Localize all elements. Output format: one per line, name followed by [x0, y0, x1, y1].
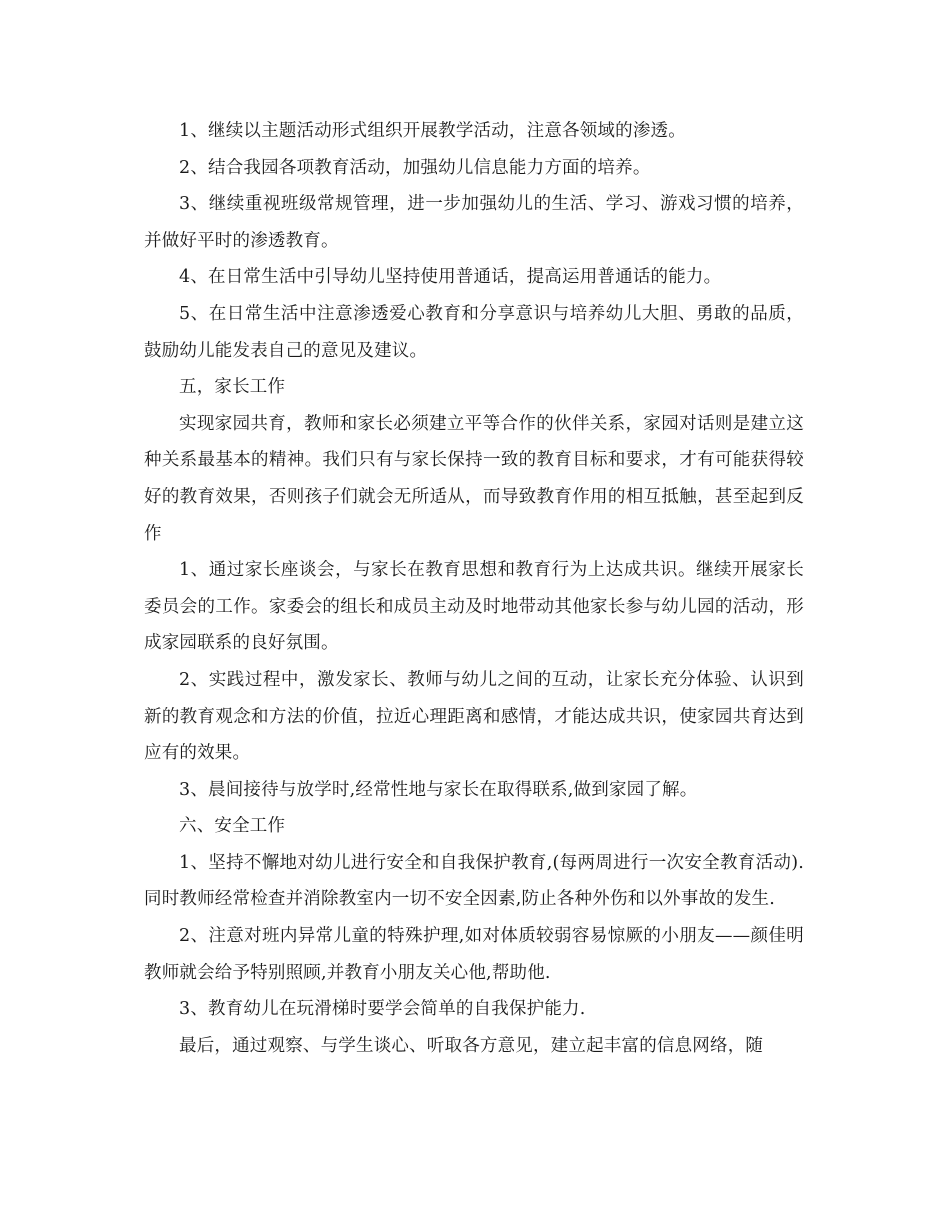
- paragraph-item-2: 2、结合我园各项教育活动，加强幼儿信息能力方面的培养。: [179, 157, 651, 178]
- paragraph-parents-intro: 实现家园共育，教师和家长必须建立平等合作的伙伴关系，家园对话则是建立这种关系最基本的精神。我们只有与家长保持一致的教育目标和要求，才有可能获得较好的教育效果，否则孩子们就会无所适从，而导致教育作用的相互抵触，甚至起到反作: [144, 413, 804, 544]
- document-body: [144, 113, 804, 1064]
- paragraph-parents-1: 1、通过家长座谈会，与家长在教育思想和教育行为上达成共识。继续开展家长委员会的工作。家委会的组长和成员主动及时地带动其他家长参与幼儿园的活动，形成家园联系的良好氛围。: [144, 560, 804, 654]
- paragraph-conclusion: 最后，通过观察、与学生谈心、听取各方意见，建立起丰富的信息网络，随: [179, 1035, 764, 1056]
- paragraph-item-4: 4、在日常生活中引导幼儿坚持使用普通话，提高运用普通话的能力。: [179, 267, 722, 288]
- paragraph-safety-2: 2、注意对班内异常儿童的特殊护理,如对体质较弱容易惊厥的小朋友——颜佳明教师就会给予特别照顾,并教育小朋友关心他,帮助他.: [144, 926, 804, 983]
- paragraph-item-3: 3、继续重视班级常规管理，进一步加强幼儿的生活、学习、游戏习惯的培养，并做好平时的渗透教育。: [144, 194, 804, 251]
- paragraph-item-1: 1、继续以主题活动形式组织开展教学活动，注意各领域的渗透。: [179, 121, 686, 141]
- section-heading-parents: 五，家长工作: [179, 377, 286, 398]
- paragraph-safety-1: 1、坚持不懈地对幼儿进行安全和自我保护教育,(每两周进行一次安全教育活动).同时教师经常检查并消除教室内一切不安全因素,防止各种外伤和以外事故的发生.: [144, 852, 804, 910]
- paragraph-item-5: 5、在日常生活中注意渗透爱心教育和分享意识与培养幼儿大胆、勇敢的品质，鼓励幼儿能发表自己的意见及建议。: [144, 303, 804, 361]
- section-heading-safety: 六、安全工作: [179, 816, 286, 837]
- paragraph-safety-3: 3、教育幼儿在玩滑梯时要学会简单的自我保护能力.: [179, 999, 586, 1020]
- paragraph-parents-3: 3、晨间接待与放学时,经常性地与家长在取得联系,做到家园了解。: [179, 779, 698, 800]
- paragraph-parents-2: 2、实践过程中，激发家长、教师与幼儿之间的互动，让家长充分体验、认识到新的教育观念和方法的价值，拉近心理距离和感情，才能达成共识，使家园共育达到应有的效果。: [144, 669, 804, 764]
